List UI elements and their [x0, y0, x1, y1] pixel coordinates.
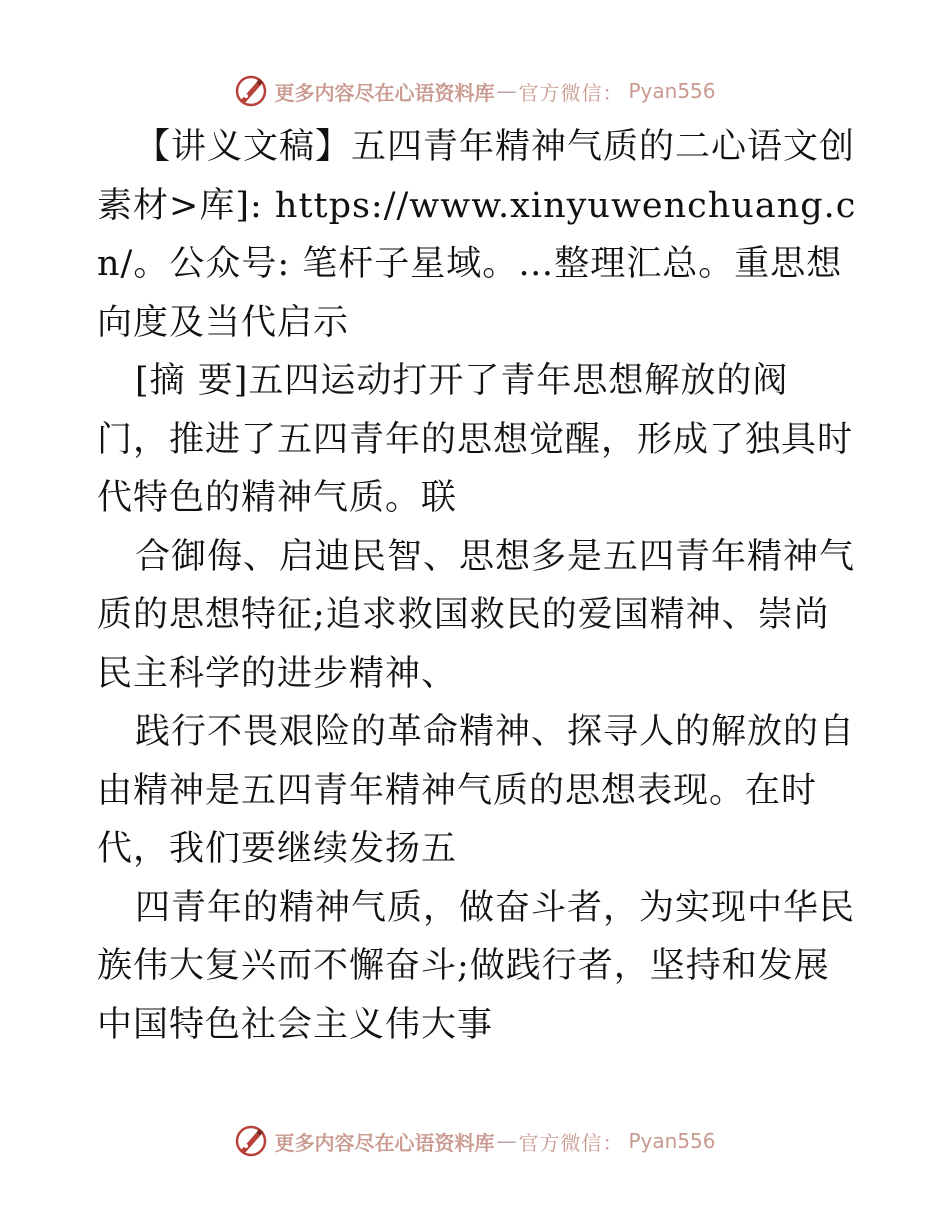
watermark-dash: — — [496, 1129, 517, 1153]
document-body — [97, 118, 857, 1054]
watermark-sub-text: 官方微信 — [518, 80, 603, 105]
paragraph-3: 合御侮、启迪民智、思想多是五四青年精神气质的思想特征;追求救国救民的爱国精神、崇尚民主科学的进步精神、 — [97, 536, 856, 694]
watermark-dash: — — [496, 79, 517, 103]
watermark-separator: ： — [602, 80, 623, 105]
watermark-sub-text: 官方微信 — [518, 1130, 603, 1155]
pen-logo-icon — [234, 1124, 268, 1158]
wechat-id: Pyan556 — [628, 79, 716, 103]
paragraph-4: 践行不畏艰险的革命精神、探寻人的解放的自由精神是五四青年精神气质的思想表现。在时代，我们要继续发扬五 — [97, 712, 856, 869]
watermark-separator: ： — [602, 1130, 623, 1155]
watermark-main-text: 更多内容尽在心语资料库 — [274, 80, 495, 105]
header-watermark — [0, 69, 950, 113]
paragraph-1: 【讲义文稿】五四青年精神气质的二心语文创素材>库]: https://www.xinyuwenchuang.cn/。公众号: 笔杆子星域。…整理汇总。重思想向度及当代启示 — [97, 127, 857, 343]
pen-logo-icon — [234, 74, 268, 108]
paragraph-2: [摘 要]五四运动打开了青年思想解放的阀门，推进了五四青年的思想觉醒，形成了独具时代特色的精神气质。联 — [97, 361, 854, 518]
paragraph-5: 四青年的精神气质，做奋斗者，为实现中华民族伟大复兴而不懈奋斗;做践行者，坚持和发展中国特色社会主义伟大事 — [97, 887, 856, 1045]
footer-watermark — [0, 1119, 950, 1163]
watermark-main-text: 更多内容尽在心语资料库 — [274, 1130, 495, 1155]
wechat-id: Pyan556 — [628, 1129, 716, 1153]
